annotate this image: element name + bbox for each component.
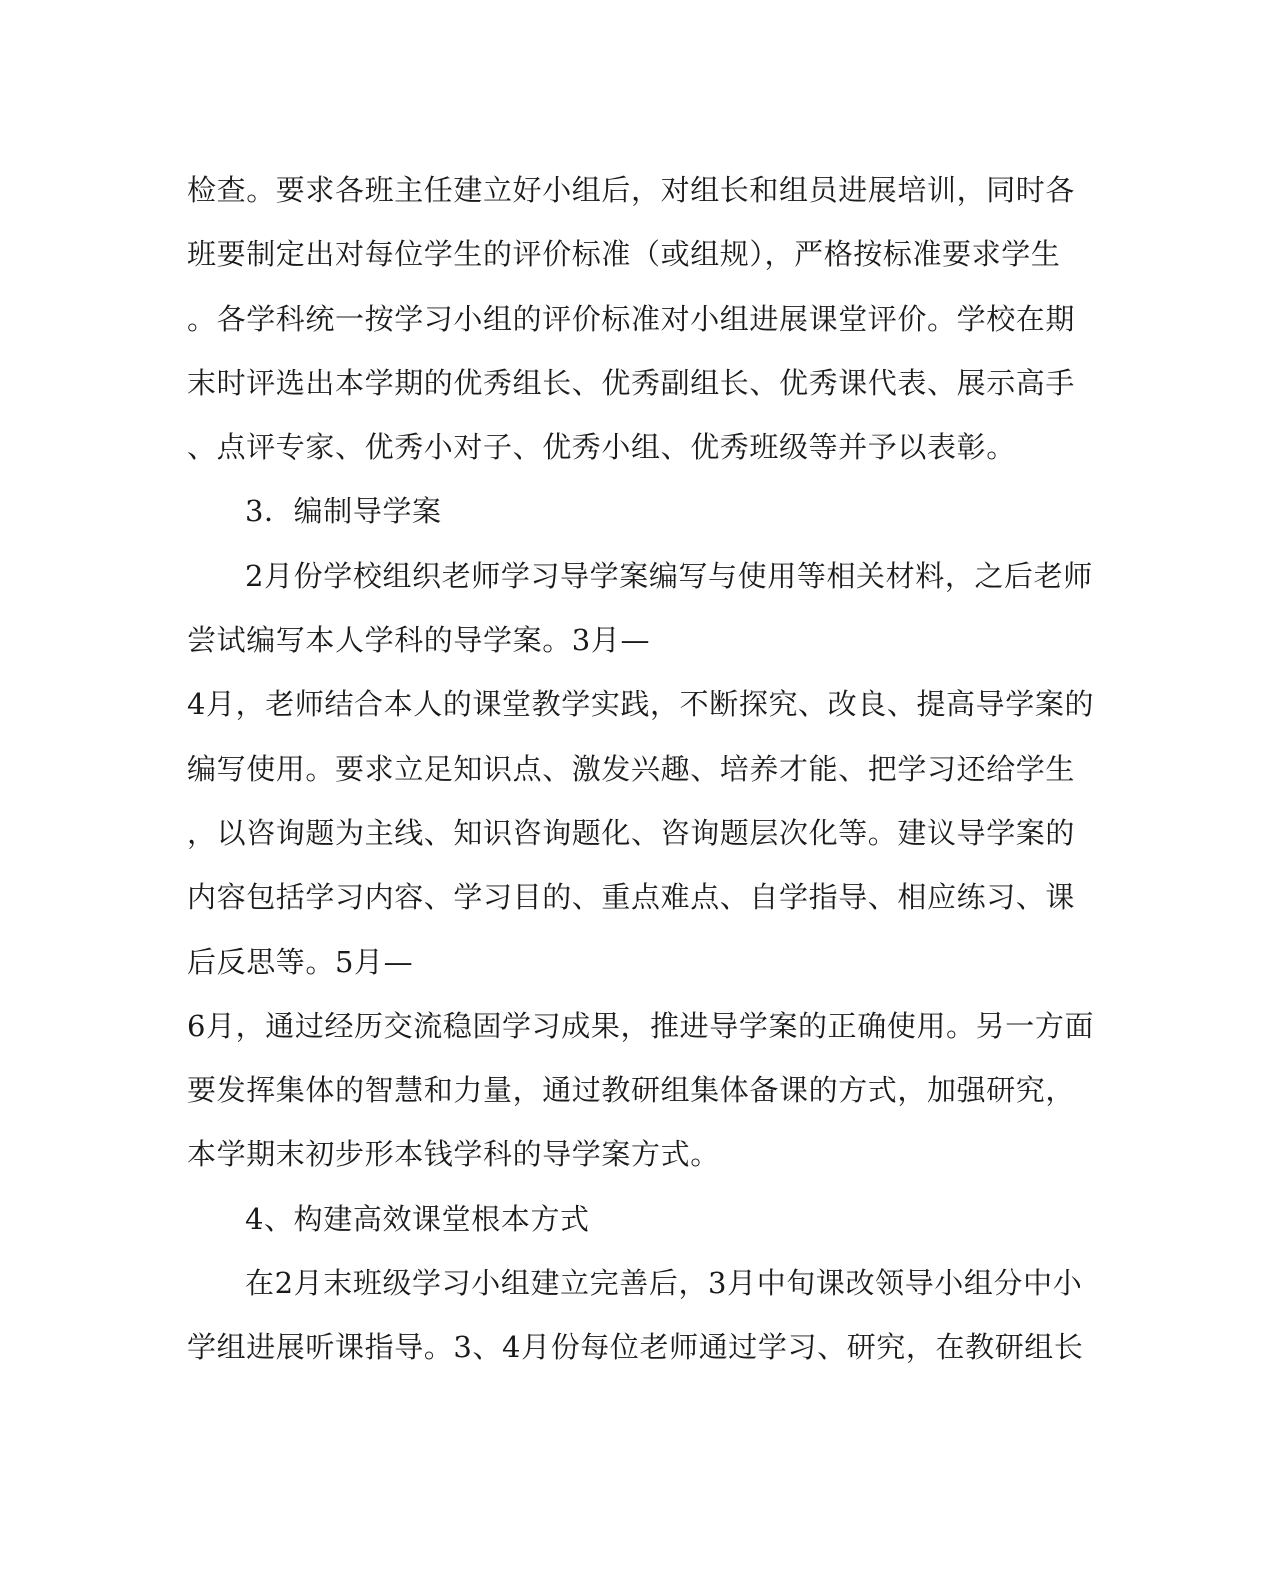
text-line-12: 内容包括学习内容、学习目的、重点难点、自学指导、相应练习、课	[187, 880, 1076, 915]
paragraph-start: 2月份学校组织老师学习导学案编写与使用等相关材料，之后老师	[245, 558, 1093, 593]
text-line-3: 。各学科统一按学习小组的评价标准对小组进展课堂评价。学校在期	[187, 301, 1076, 336]
text-line-10: 编写使用。要求立足知识点、激发兴趣、培养才能、把学习还给学生	[187, 751, 1076, 786]
text-line-13: 后反思等。5月—	[187, 944, 414, 979]
text-line-2: 班要制定出对每位学生的评价标准（或组规），严格按标准要求学生	[187, 237, 1061, 272]
text-line-5: 、点评专家、优秀小对子、优秀小组、优秀班级等并予以表彰。	[187, 430, 1016, 465]
text-line-4: 末时评选出本学期的优秀组长、优秀副组长、优秀课代表、展示高手	[187, 365, 1076, 400]
section-heading-3: 3．编制导学案	[245, 494, 442, 529]
body-text	[187, 158, 1095, 1380]
section-heading-4: 4、构建高效课堂根本方式	[245, 1201, 590, 1236]
text-line-1: 检查。要求各班主任建立好小组后，对组长和组员进展培训，同时各	[187, 173, 1076, 207]
text-line-11: ，以咨询题为主线、知识咨询题化、咨询题层次化等。建议导学案的	[187, 815, 1076, 850]
text-line-9: 4月，老师结合本人的课堂教学实践，不断探究、改良、提高导学案的	[187, 687, 1095, 722]
text-line-16: 本学期末初步形本钱学科的导学案方式。	[187, 1137, 720, 1172]
text-line-8: 尝试编写本人学科的导学案。3月—	[187, 623, 651, 658]
paragraph-start: 在2月末班级学习小组建立完善后，3月中旬课改领导小组分中小	[245, 1266, 1083, 1301]
text-line-14: 6月，通过经历交流稳固学习成果，推进导学案的正确使用。另一方面	[187, 1008, 1095, 1043]
text-line-15: 要发挥集体的智慧和力量，通过教研组集体备课的方式，加强研究，	[187, 1073, 1076, 1108]
text-line-19: 学组进展听课指导。3、4月份每位老师通过学习、研究，在教研组长	[187, 1330, 1084, 1365]
